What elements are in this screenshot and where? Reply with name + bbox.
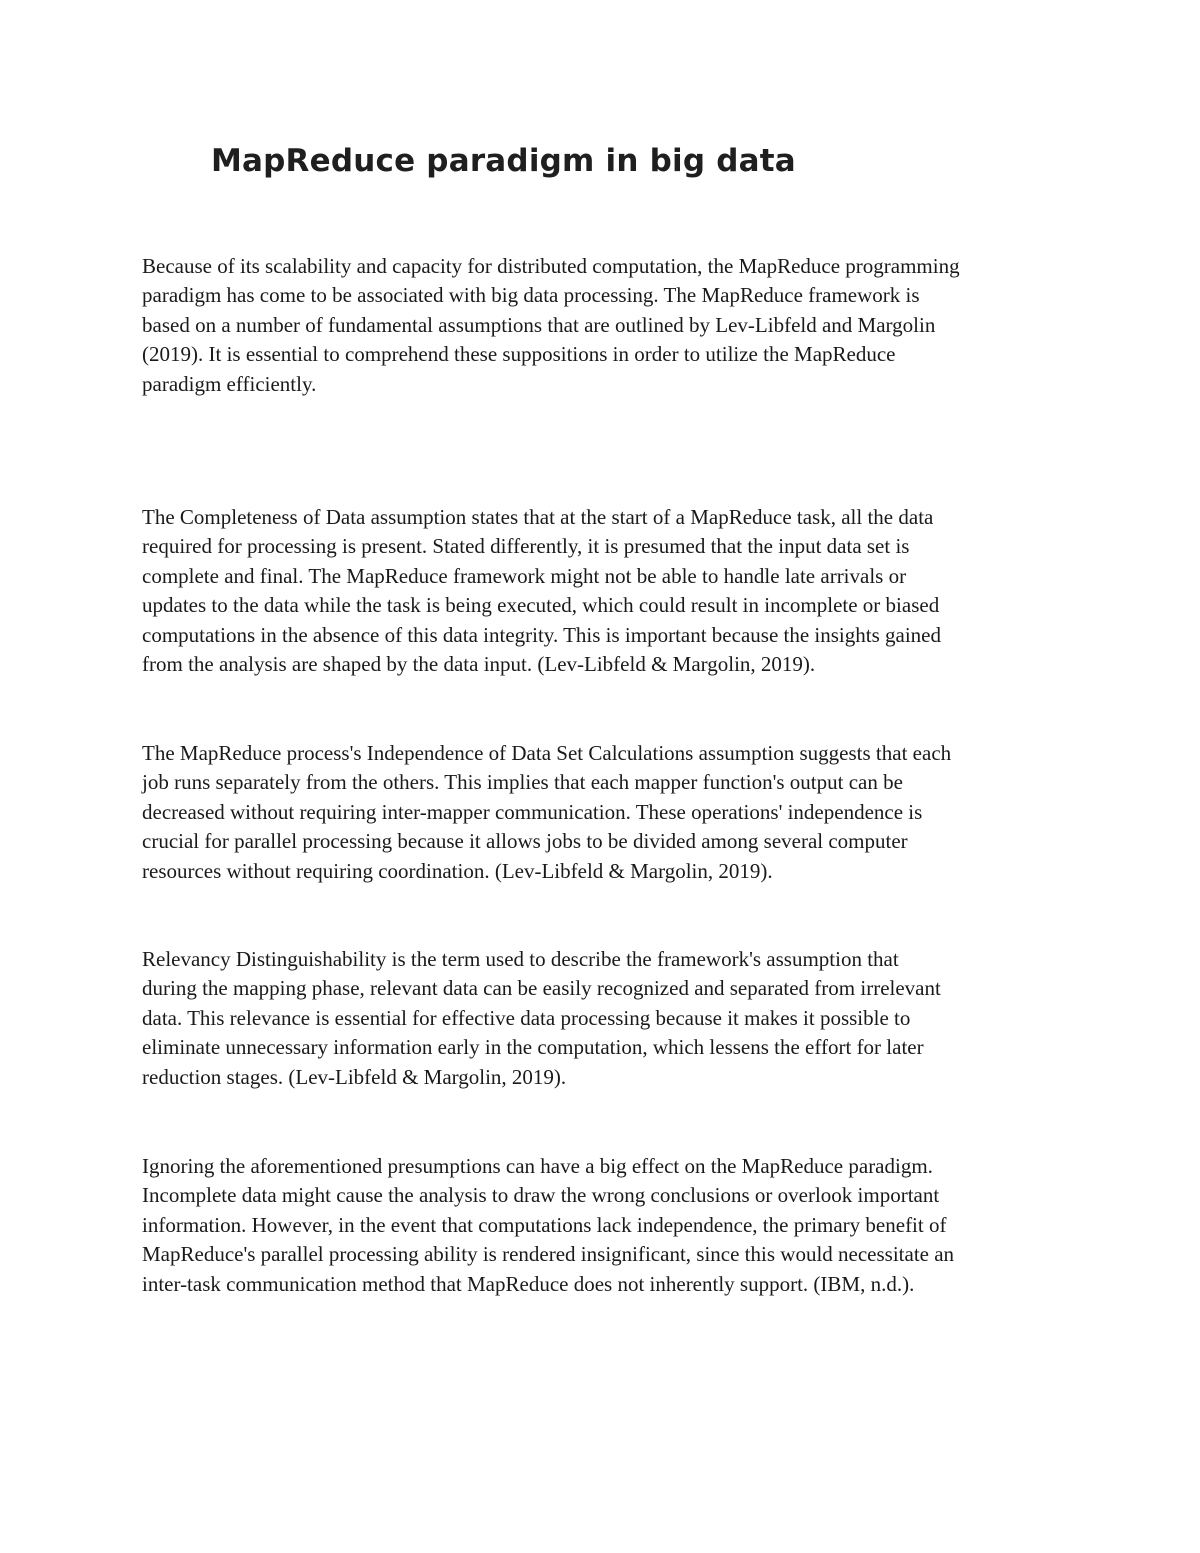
paragraph-conclusion: Ignoring the aforementioned presumptions can have a big effect on the MapReduce paradigm. Incomplete data might cause the analysis to draw the wrong conclusions or overlook important information. However, in the event that computations lack independence, the primary benefit of MapReduce's parallel processing ability is rendered insignificant, since this would necessitate an inter-task communication method that MapReduce does not inherently support. (IBM, n.d.). (142, 1154, 955, 1296)
paragraph-relevancy-distinguishability: Relevancy Distinguishability is the term used to describe the framework's assumption that during the mapping phase, relevant data can be easily recognized and separated from irrelevant data. This relevance is essential for effective data processing because it makes it possible to eliminate unnecessary information early in the computation, which lessens the effort for later reduction stages. (Lev-Libfeld & Margolin, 2019). (142, 947, 941, 1089)
paragraph-completeness-of-data: The Completeness of Data assumption states that at the start of a MapReduce task, all the data required for processing is present. Stated differently, it is presumed that the input data set is complete and final. The MapReduce framework might not be able to handle late arrivals or updates to the data while the task is being executed, which could result in incomplete or biased computations in the absence of this data integrity. This is important because the insights gained from the analysis are shaped by the data input. (Lev-Libfeld & Margolin, 2019). (142, 505, 941, 677)
document-title: MapReduce paradigm in big data (211, 143, 796, 179)
paragraph-introduction: Because of its scalability and capacity for distributed computation, the MapReduce programming paradigm has come to be associated with big data processing. The MapReduce framework is based on a number of fundamental assumptions that are outlined by Lev-Libfeld and Margolin (2019). It is essential to comprehend these suppositions in order to utilize the MapReduce paradigm efficiently. (142, 254, 960, 396)
paragraph-independence-of-calculations: The MapReduce process's Independence of Data Set Calculations assumption suggests that each job runs separately from the others. This implies that each mapper function's output can be decreased without requiring inter-mapper communication. These operations' independence is crucial for parallel processing because it allows jobs to be divided among several computer resources without requiring coordination. (Lev-Libfeld & Margolin, 2019). (142, 741, 952, 883)
